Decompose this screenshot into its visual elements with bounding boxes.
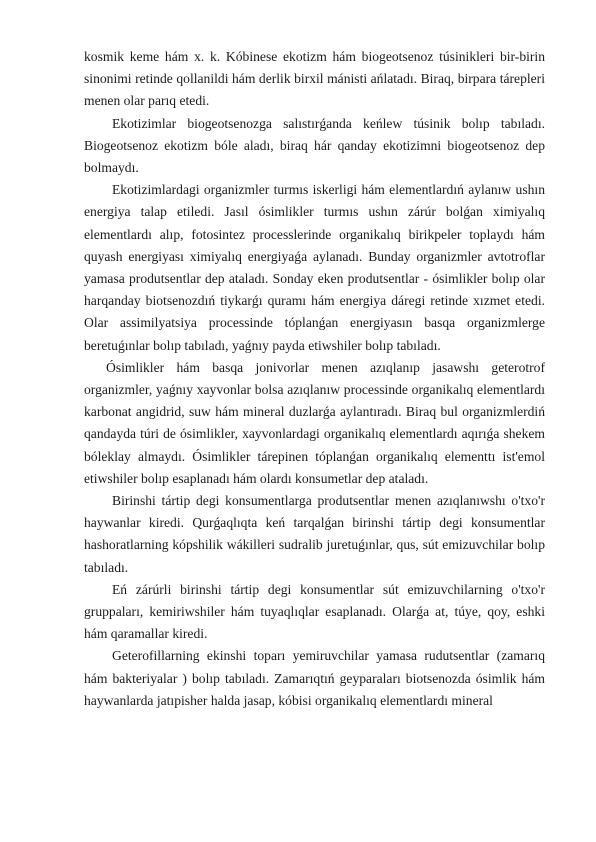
paragraph-5: Birinshi tártip degi konsumentlarga produtsentlar menen azıqlanıwshı o'txo'r haywanlar kiredi. Qurǵaqlıqta keń tarqalǵan birinshi tártip degi konsumentlar hashoratlarning kópshilik wákilleri sudralib juretuǵınlar, qus, sút emizuvchilar bolıp tabıladı. <box>84 493 545 575</box>
document-page <box>84 46 545 712</box>
paragraph-4: Ósimlikler hám basqa jonivorlar menen azıqlanıp jasawshı geterotrof organizmler, yaǵnıy xayvonlar bolsa azıqlanıw processinde organikalıq elementlardı karbonat angidrid, suw hám mineral duzlarǵa aylantıradı. Biraq bul organizmlerdiń qandayda túri de ósimlikler, xayvonlardagi organikalıq elementlardı aqırıǵa shekem bóleklay almaydı. Ósimlikler tárepinen tóplanǵan organikalıq elementtı ist'emol etiwshiler bolıp esaplanadı hám olardı konsumetlar dep ataladı. <box>84 359 545 486</box>
paragraph-1: kosmik keme hám x. k. Kóbinese ekotizm hám biogeotsenoz túsinikleri bir-birin sinonimi retinde qollanildi hám derlik birxil mánisti ańlatadı. Biraq, birpara tárepleri menen olar parıq etedi. <box>84 49 545 109</box>
paragraph-7: Geterofillarning ekinshi toparı yemiruvchilar yamasa rudutsentlar (zamarıq hám bakteriyalar ) bolıp tabıladı. Zamarıqtıń geyparaları biotsenozda ósimlik hám haywanlarda jatıpisher halda jasap, kóbisi organikalıq elementlardı mineral <box>84 648 545 708</box>
paragraph-2: Ekotizimlar biogeotsenozga salıstırǵanda keńlew túsinik bolıp tabıladı. Biogeotsenoz ekotizm bóle aladı, biraq hár qanday ekotizimni biogeotsenoz dep bolmaydı. <box>84 115 545 176</box>
paragraph-6: Eń zárúrli birinshi tártip degi konsumentlar sút emizuvchilarning o'txo'r gruppaları, kemiriwshiler hám tuyaqlıqlar esaplanadı. Olarǵa at, túye, qoy, eshki hám qaramallar kiredi. <box>84 581 545 642</box>
paragraph-3: Ekotizimlardagi organizmler turmıs iskerligi hám elementlardıń aylanıw ushın energiya talap etiledi. Jasıl ósimlikler turmıs ushın zárúr bolǵan ximiyalıq elementlardı alıp, fotosintez processlerinde organikalıq birikpeler toplaydı hám quyash energiyası ximiyalıq energiyaǵa aylanadı. Bunday organizmler avtotroflar yamasa produtsentlar dep ataladı. Sonday eken produtsentlar - ósimlikler bolıp olar harqanday biotsenozdıń tiykarǵı quramı hám energiya dáregi retinde xızmet etedi. Olar assimilyatsiya processinde tóplanǵan energiyasın basqa organizmlerge beretuǵınlar bolıp tabıladı, yaǵnıy payda etiwshiler bolıp tabıladı. <box>84 182 545 353</box>
